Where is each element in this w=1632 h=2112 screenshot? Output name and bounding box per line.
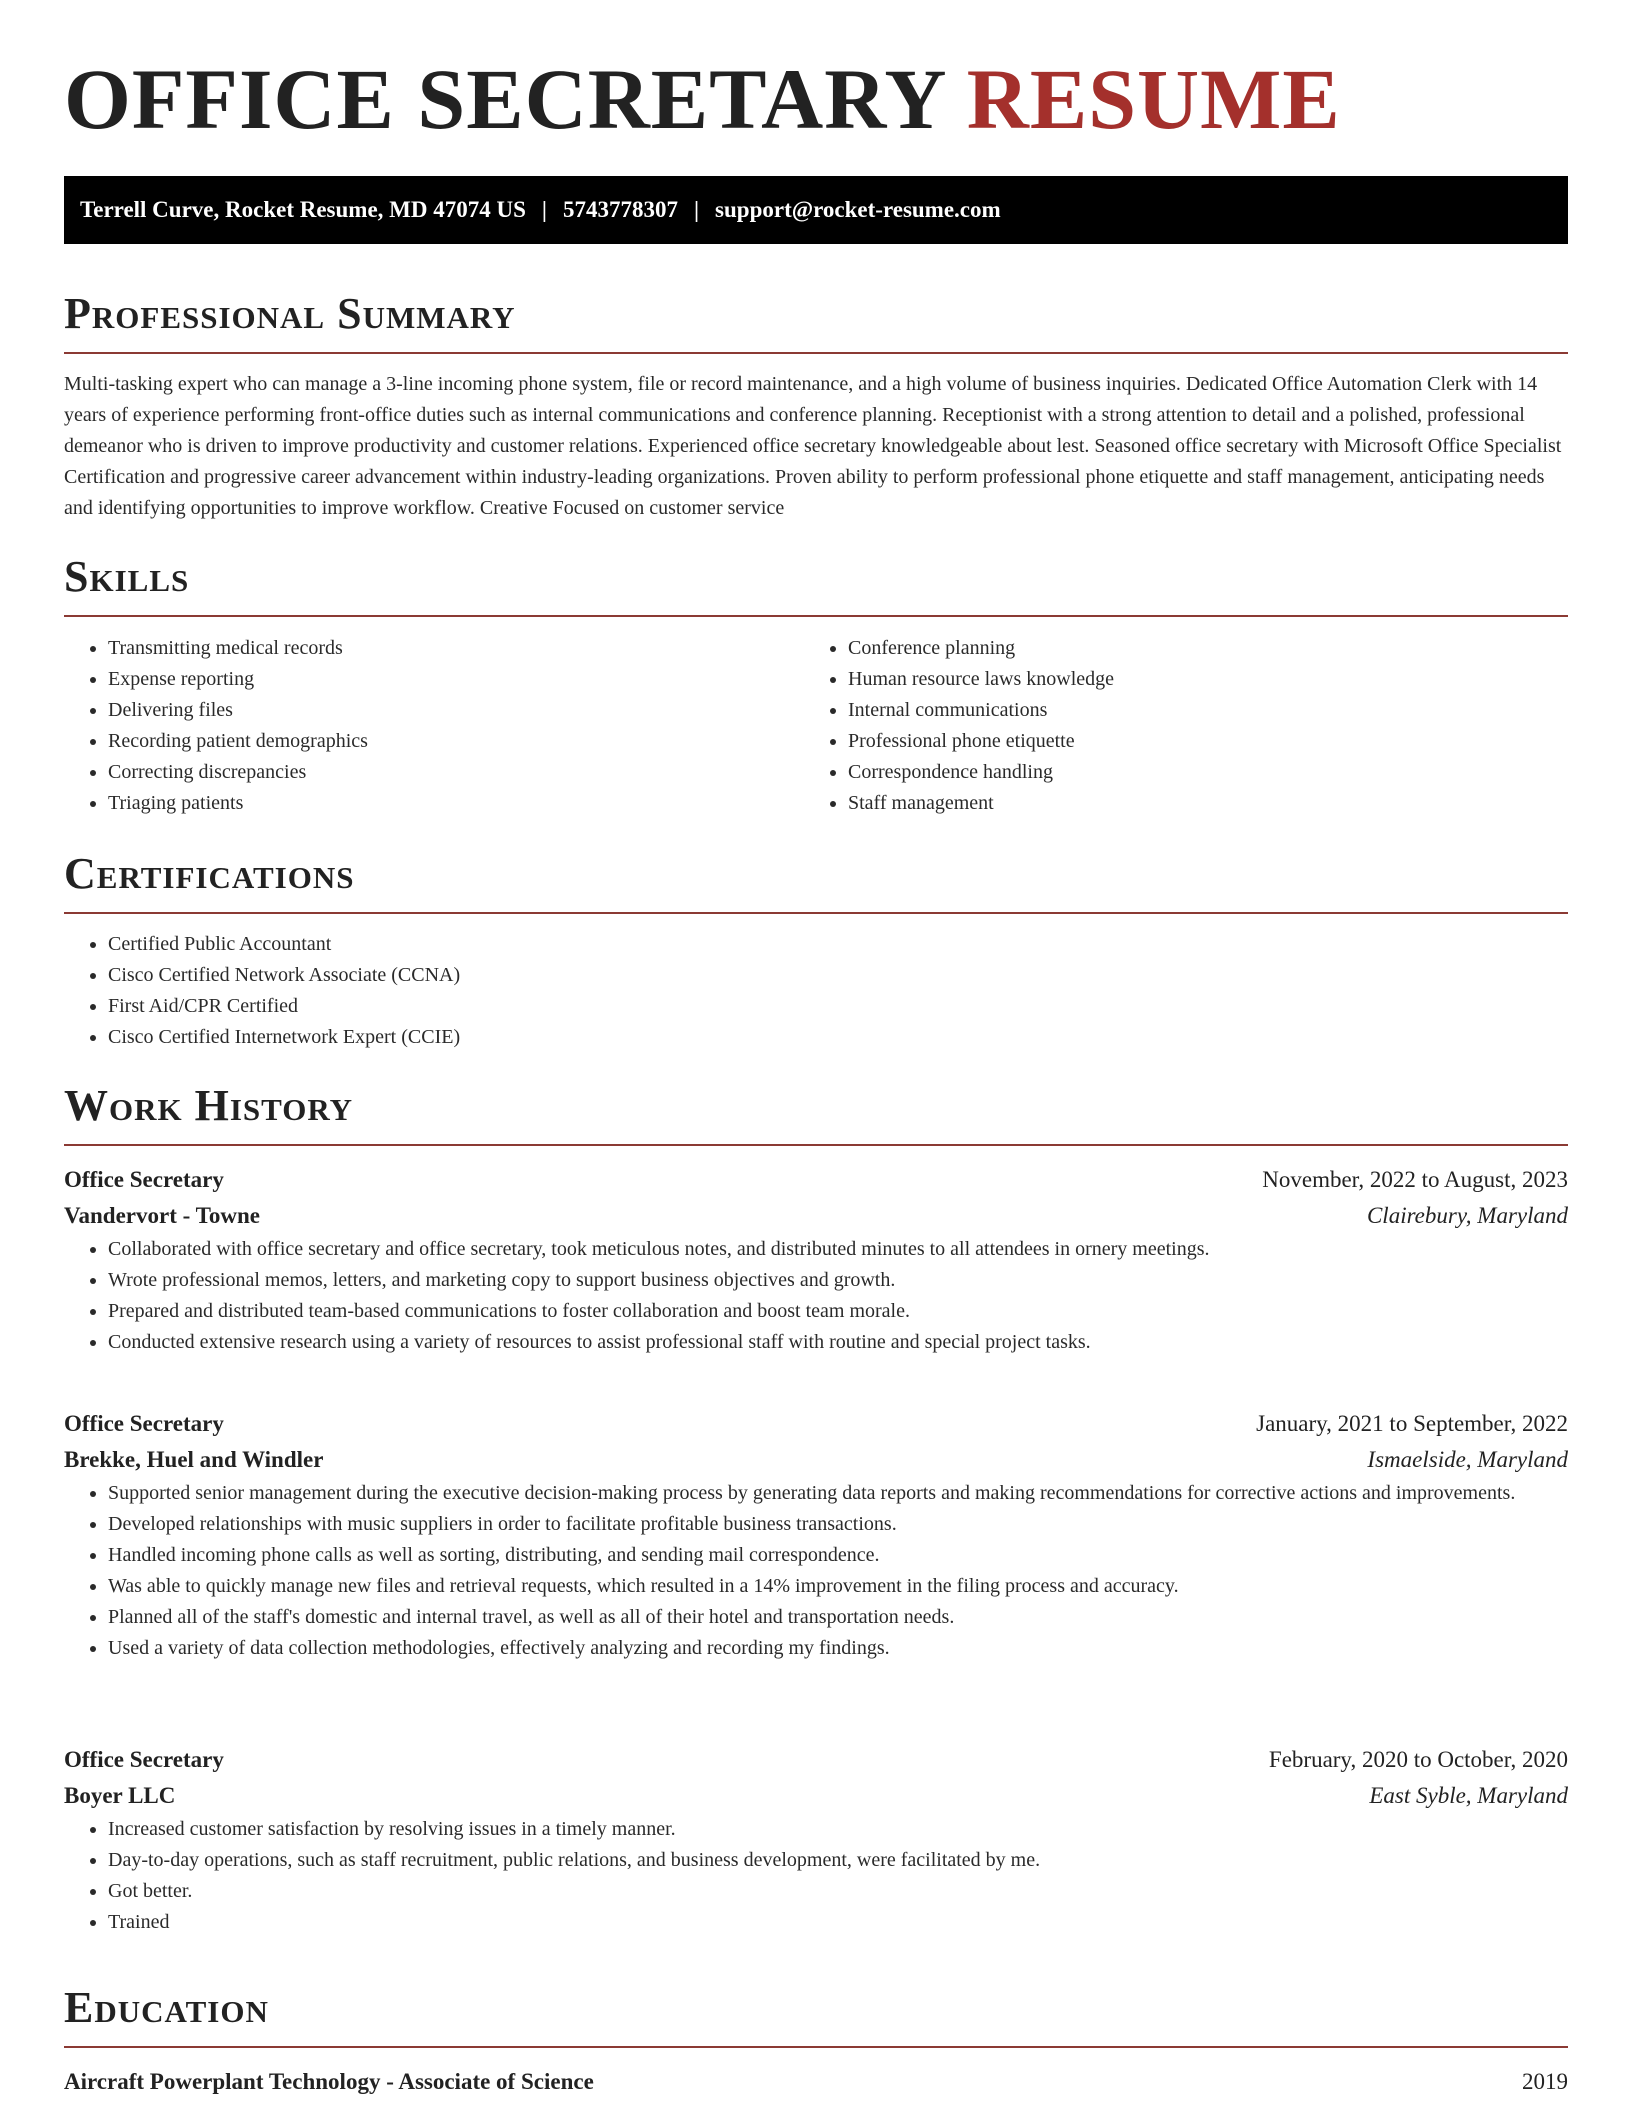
job-title: Office Secretary xyxy=(64,1167,224,1192)
job-bullet: • Collaborated with office secretary and office secretary, took meticulous notes, and distributed minutes to all attendees in ornery meetings. xyxy=(108,1234,1568,1265)
skill-item: • Correspondence handling xyxy=(848,757,1568,788)
skill-item: • Internal communications xyxy=(848,695,1568,726)
certification-item: • First Aid/CPR Certified xyxy=(108,991,1568,1022)
contact-address: Terrell Curve, Rocket Resume, MD 47074 US xyxy=(80,197,526,222)
skills-grid xyxy=(64,633,1568,819)
certifications-heading: Certifications xyxy=(64,852,1568,914)
job-location: East Syble, Maryland xyxy=(1369,1783,1568,1808)
title-accent: RESUME xyxy=(966,51,1341,147)
job-bullet: • Trained xyxy=(108,1907,1568,1938)
skill-item: • Expense reporting xyxy=(108,664,804,695)
job-bullets xyxy=(64,1234,1568,1358)
summary-text: Multi-tasking expert who can manage a 3-line incoming phone system, file or record maintenance, and a high volume of business inquiries. Dedicated Office Automation Clerk with 14 years of experience performing front-office duties such as internal communications and conference planning. Receptionist with a strong attention to detail and a polished, professional demeanor who is driven to improve productivity and customer relations. Experienced office secretary knowledgeable about lest. Seasoned office secretary with Microsoft Office Specialist Certification and progressive career advancement within industry-leading organizations. Proven ability to perform professional phone etiquette and staff management, anticipating needs and identifying opportunities to improve workflow. Creative Focused on customer service xyxy=(64,373,1562,519)
contact-phone: 5743778307 xyxy=(562,197,678,222)
job-dates: January, 2021 to September, 2022 xyxy=(1256,1411,1568,1436)
job-bullet: • Used a variety of data collection methodologies, effectively analyzing and recording my findings. xyxy=(108,1633,1568,1664)
certification-item: • Cisco Certified Internetwork Expert (CCIE) xyxy=(108,1022,1568,1053)
resume-title xyxy=(64,50,1341,149)
skill-item: • Correcting discrepancies xyxy=(108,757,804,788)
skill-item: • Human resource laws knowledge xyxy=(848,664,1568,695)
job-location: Clairebury, Maryland xyxy=(1366,1203,1568,1228)
skill-item: • Transmitting medical records xyxy=(108,633,804,664)
job-company: Brekke, Huel and Windler xyxy=(64,1447,324,1472)
contact-bar xyxy=(64,176,1568,244)
job-bullet: • Prepared and distributed team-based communications to foster collaboration and boost team morale. xyxy=(108,1296,1568,1327)
job-bullet: • Wrote professional memos, letters, and marketing copy to support business objectives and growth. xyxy=(108,1265,1568,1296)
job-bullets xyxy=(64,1814,1568,1938)
skill-item: • Staff management xyxy=(848,788,1568,819)
job-company: Vandervort - Towne xyxy=(64,1203,260,1228)
job-bullets xyxy=(64,1478,1568,1664)
skills-heading: Skills xyxy=(64,555,1568,617)
job-title: Office Secretary xyxy=(64,1747,224,1772)
job-bullet: • Got better. xyxy=(108,1876,1568,1907)
education-entry xyxy=(64,2064,1568,2100)
contact-separator: | xyxy=(693,197,700,222)
job-bullet: • Planned all of the staff's domestic and internal travel, as well as all of their hotel and transportation needs. xyxy=(108,1602,1568,1633)
job-title: Office Secretary xyxy=(64,1411,224,1436)
skills-list-right xyxy=(804,633,1568,819)
education-heading: Education xyxy=(64,1986,1568,2048)
skills-list-left xyxy=(64,633,804,819)
job-entry xyxy=(64,1742,1568,1938)
job-bullet: • Conducted extensive research using a variety of resources to assist professional staff with routine and special project tasks. xyxy=(108,1327,1568,1358)
skill-item: • Triaging patients xyxy=(108,788,804,819)
job-dates: February, 2020 to October, 2020 xyxy=(1268,1747,1568,1772)
education-degree: Aircraft Powerplant Technology - Associate of Science xyxy=(64,2069,594,2094)
job-bullet: • Developed relationships with music suppliers in order to facilitate profitable business transactions. xyxy=(108,1509,1568,1540)
job-company: Boyer LLC xyxy=(64,1783,176,1808)
skill-item: • Delivering files xyxy=(108,695,804,726)
job-bullet: • Day-to-day operations, such as staff recruitment, public relations, and business development, were facilitated by me. xyxy=(108,1845,1568,1876)
certification-item: • Cisco Certified Network Associate (CCNA) xyxy=(108,960,1568,991)
job-bullet: • Handled incoming phone calls as well as sorting, distributing, and sending mail correspondence. xyxy=(108,1540,1568,1571)
title-main: OFFICE SECRETARY xyxy=(64,51,945,147)
skill-item: • Recording patient demographics xyxy=(108,726,804,757)
job-entry xyxy=(64,1406,1568,1664)
work-history-heading: Work History xyxy=(64,1084,1568,1146)
job-dates: November, 2022 to August, 2023 xyxy=(1262,1167,1568,1192)
contact-separator: | xyxy=(541,197,547,222)
certification-item: • Certified Public Accountant xyxy=(108,929,1568,960)
job-bullet: • Was able to quickly manage new files and retrieval requests, which resulted in a 14% improvement in the filing process and accuracy. xyxy=(108,1571,1568,1602)
contact-email: support@rocket-resume.com xyxy=(715,197,1001,222)
skill-item: • Conference planning xyxy=(848,633,1568,664)
skill-item: • Professional phone etiquette xyxy=(848,726,1568,757)
certifications-list xyxy=(64,929,1568,1053)
job-location: Ismaelside, Maryland xyxy=(1367,1447,1568,1472)
job-bullet: • Increased customer satisfaction by resolving issues in a timely manner. xyxy=(108,1814,1568,1845)
education-year: 2019 xyxy=(1522,2069,1568,2094)
job-bullet: • Supported senior management during the executive decision-making process by generating data reports and making recommendations for corrective actions and improvements. xyxy=(108,1478,1568,1509)
job-entry xyxy=(64,1162,1568,1358)
summary-heading: Professional Summary xyxy=(64,292,1568,354)
